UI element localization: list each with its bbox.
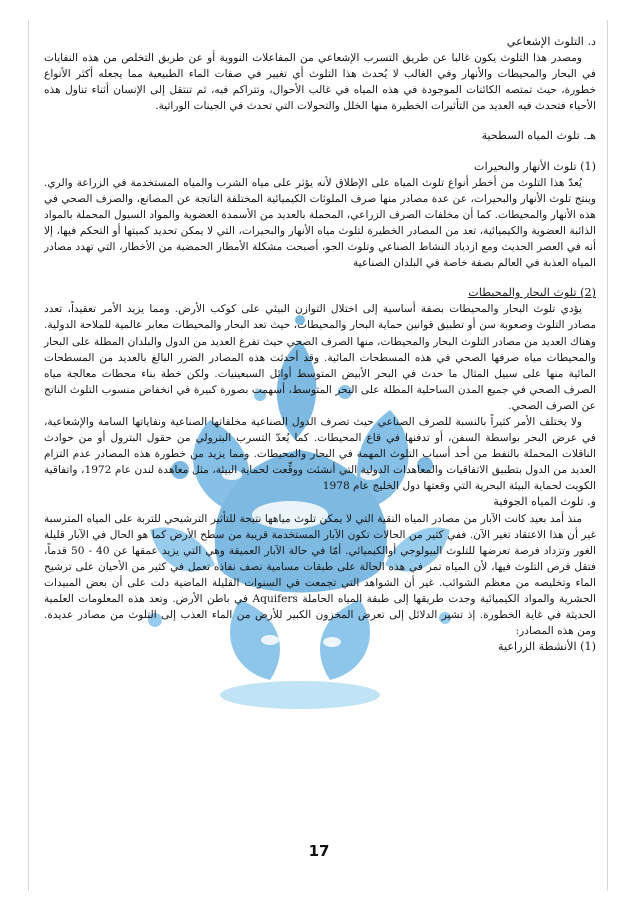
subsection-seas-paragraph-1: يؤدي تلوث البحار والمحيطات بصفة أساسية إلى اختلال التوازن البيئي على كوكب الأرض. ومما يزيد الأمر تعقيداً، تعدد مصادر التلوث وصعوبة سن أو تطبيق قوانين حماية البحار والمحيطات، حيث تعد البحار والمحيطات معابر عالمية للملاحة الدولية. وهناك العديد من مصادر التلوث البحار والمحيطات، منها الصرف الصحي حيث تفرغ العديد من الدول والبلدان المطلة على البحار والمحيطات مياه صرفها الصحي في هذه المسطحات المائية. وقد أحدثت هذه المصادر الضرر البالغ بالعديد من المسطحات المائية منها على سبيل المثال ما حدث في البحر الأبيض المتوسط أوائل السبعينيات. ولكن خطة بناء محطات معالجة مياه الصرف الصحي في جميع المدن الساحلية المطلة على البحر المتوسط، أسهمت بصورة كبيرة في انخفاض منسوب التلوث الناتج عن الصرف الصحي. bbox=[44, 303, 596, 412]
section-radioactive-heading: د. التلوث الإشعاعي bbox=[506, 35, 596, 48]
subsection-agriculture-heading: (1) الأنشطة الزراعية bbox=[498, 640, 596, 654]
page-frame-right-rule bbox=[607, 20, 608, 891]
subsection-rivers-paragraph: يُعدّ هذا التلوث من أخطر أنواع تلوث المياه على الإطلاق لأنه يؤثر على مياه الشرب والمياه المستخدمة في الزراعة والري. وينتج تلوث الأنهار والبحيرات، عن عدة مصادر منها صرف الملوثات الكيميائية المختلفة الناتجة عن المصانع، والصرف الصحي في هذه الأنهار والمحيطات. كما أن مخلفات الصرف الزراعي، المحملة بالعديد من الأسمدة العضوية والمواد السيول المحملة بالمواد الذائبة العضوية والكيميائية، تعد من المصادر الخطيرة لتلوث مياه الأنهار والبحيرات، التي لا يمكن تحديد كميتها أو التحكم فيها، إلا أنه في العصر الحديث ومع ازدياد النشاط الصناعي وتلوث الجو، أصبحت مشكلة الأمطار الحمضية من الأخطار، التي تهدد مصادر المياه العذبة في العالم بصفة خاصة في البلدان الصناعية bbox=[44, 176, 596, 270]
section-radioactive-paragraph: ومصدر هذا التلوث يكون غالبا عن طريق التسرب الإشعاعي من المفاعلات النووية أو عن طريق التخلص من هذه النفايات في البحار والمحيطات والأنهار وفي الغالب لا يُحدث هذا التلوث أي تغيير في صفات الماء الطبيعية مما يجعله أكثر الأنواع خطورة، حيث تمتصه الكائنات الموجودة في هذه المياه في غالب الأحوال، وتتراكم فيه، ثم تنتقل إلى الإنسان أثناء تناول هذه الأحياء فتحدث فيه العديد من التأثيرات الخطيرة منها الخلل والتحولات التي تحدث في الجينات الوراثية. bbox=[44, 52, 596, 113]
page-number: 17 bbox=[308, 842, 330, 860]
section-surface-water-heading: هـ. تلوث المياه السطحية bbox=[481, 129, 596, 143]
subsection-rivers-heading: (1) تلوث الأنهار والبحيرات bbox=[474, 159, 596, 173]
subsection-seas-paragraph-2: ولا يختلف الأمر كثيراً بالنسبة للصرف الصناعي حيث تصرف الدول الصناعية مخلفاتها الصناعية ونفاياتها السامة والإشعاعية، في عرض البحر بواسطة السفن، أو تدفنها في قاع المحيطات. كما يُعدّ التسرب البترولي من حقول البترول أو من حوادث الناقلات المحملة بالنفط من أحد أسباب التلوث المهمة في البحار والمحيطات. ومما يزيد من خطورة هذه المصادر عدم التزام العديد من الدول بتطبيق الاتفاقيات والمعاهدات الدولية التي أنشئت ووقِّعت لحماية البيئة، مثل معاهدة لندن عام 1972، واتفاقية الكويت لحماية البيئة البحرية التي وقعتها دول الخليج عام 1978 bbox=[44, 415, 596, 493]
document-body bbox=[44, 34, 596, 655]
page-frame-left-rule bbox=[28, 20, 29, 891]
section-groundwater-paragraph: منذ أمد بعيد كانت الآبار من مصادر المياه النقية التي لا يمكن تلوث مياهها نتيجة للتأثير الترشيحي للتربة على المياه المترسبة غير أن هذا الاعتقاد تغير الآن. ففي كثير من الحالات تكون الآبار المستخدمة قريبة من سطح الأرض كما هو الحال في الآبار قليلة الغور وتزداد فرصة تعرضها للتلوث البيولوجي أوالكيميائي. أمّا في حالة الآبار العميقة وهي التي يزيد عمقها عن 40 - 50 قدماً، فتقل فرص التلوث فيها، لأن المياه تمر في هذه الحالة على طبقات مسامية نصف نفاذه تعمل في كثير من الأحيان على ترشيح الماء وتخليصه من معظم الشوائب. غير أن الشواهد التي تجمعت في السنوات القليلة الماضية دلت على أن بعض المبيدات الحشرية والمواد الكيميائية وجدت طريقها إلى طبقة المياه الحاملة Aquifers في باطن الأرض. وتعد هذه المعلومات العلمية الحديثة في غاية الخطورة. إذ تشير الدلائل إلى تعرض المخزون الكبير للأرض من الماء العذب إلى التلوث من مصادر عديدة. ومن هذه المصادر: bbox=[44, 512, 596, 638]
subsection-seas-heading: (2) تلوث البحار والمحيطات bbox=[468, 286, 596, 300]
section-groundwater-heading: و. تلوث المياه الجوفية bbox=[493, 495, 596, 509]
